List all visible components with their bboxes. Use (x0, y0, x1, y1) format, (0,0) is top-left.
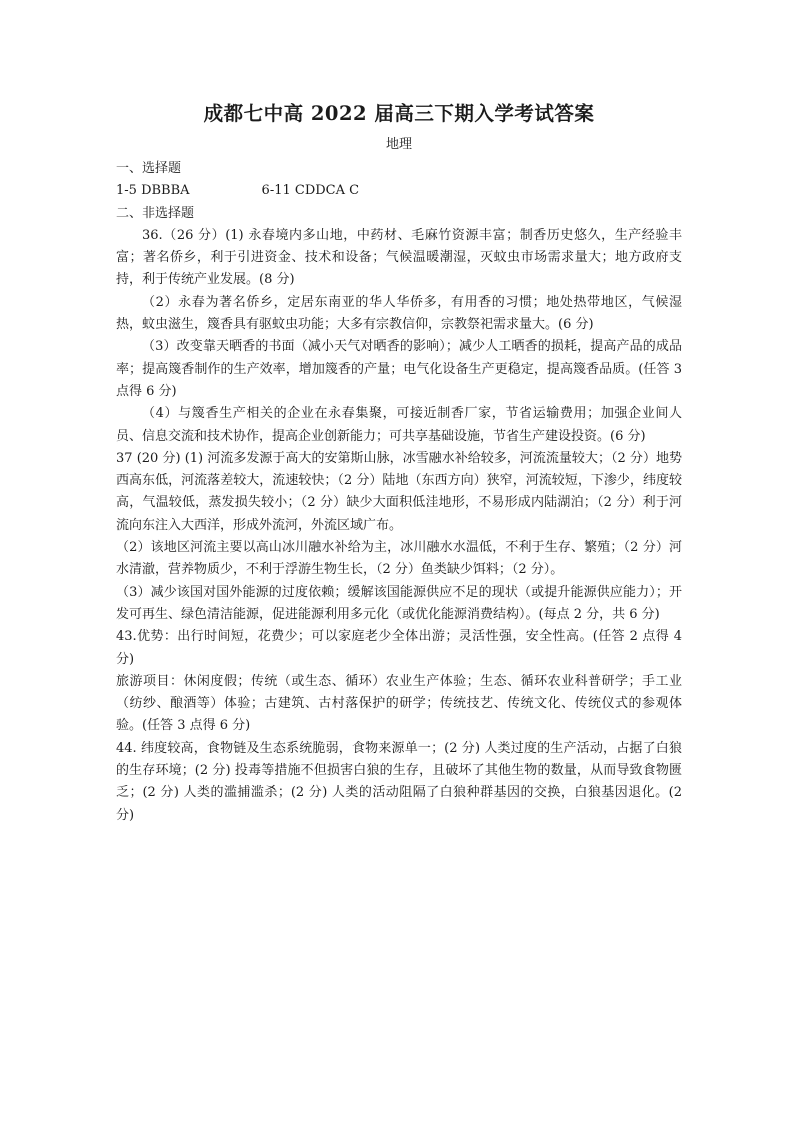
subject-heading: 地理 (385, 137, 412, 152)
q37-part3: （3）减少该国对国外能源的过度依赖；缓解该国能源供应不足的现状（或提升能源供应能力）；开发可再生、绿色清洁能源，促进能源利用多元化（或优化能源消费结构）。(每点 2 分，共 6 分) (116, 584, 682, 622)
q43-advantages: 43.优势：出行时间短，花费少；可以家庭老少全体出游；灵活性强，安全性高。(任答 2 点得 4 分) (116, 629, 682, 667)
q37-part1: 37 (20 分) (1) 河流多发源于高大的安第斯山脉，冰雪融水补给较多，河流流量较大；（2 分）地势西高东低，河流落差较大，流速较快；（2 分）陆地（东西方向）狭窄，河流较短，下渗少，纬度较高，气温较低，蒸发损失较小；（2 分）缺少大面积低洼地形，不易形成内陆湖泊；（2 分）利于河流向东注入大西洋，形成外流河，外流区域广布。 (116, 450, 682, 533)
choice-answers (116, 180, 682, 202)
q44-answer: 44. 纬度较高，食物链及生态系统脆弱，食物来源单一；(2 分) 人类过度的生产活动，占据了白狼的生存环境；(2 分) 投毒等措施不但损害白狼的生存，且破坏了其他生物的数量，从而导致食物匮乏；(2 分) 人类的滥捕滥杀；(2 分) 人类的活动阻隔了白狼种群基因的交换，白狼基因退化。(2 分) (116, 740, 682, 823)
answer-document (116, 100, 682, 827)
q43-projects: 旅游项目：休闲度假；传统（或生态、循环）农业生产体验；生态、循环农业科普研学；手工业（纺纱、酿酒等）体验；古建筑、古村落保护的研学；传统技艺、传统文化、传统仪式的参观体验。(任答 3 点得 6 分) (116, 673, 682, 734)
q36-part3: （3）改变靠天晒香的书面（减小天气对晒香的影响）；减少人工晒香的损耗，提高产品的成品率；提高篾香制作的生产效率，增加篾香的产量；电气化设备生产更稳定，提高篾香品质。(任答 3 点得 6 分) (116, 339, 682, 399)
q37-part2: （2）该地区河流主要以高山冰川融水补给为主，冰川融水水温低，不利于生存、繁殖；（2 分）河水清澈，营养物质少，不利于浮游生物生长，（2 分）鱼类缺少饵料；（2 分）。 (116, 540, 682, 578)
choice-answers-6-11: 6-11 CDDCA C (261, 183, 360, 199)
choice-answers-1-5: 1-5 DBBBA (116, 183, 190, 199)
section-heading-choice: 一、选择题 (116, 161, 182, 176)
q36-part2: （2）永春为著名侨乡，定居东南亚的华人华侨多，有用香的习惯；地处热带地区，气候湿热，蚊虫滋生，篾香具有驱蚊虫功能；大多有宗教信仰，宗教祭祀需求量大。(6 分) (116, 294, 682, 333)
document-title: 成都七中高 2022 届高三下期入学考试答案 (203, 102, 595, 125)
q36-part1: 36.（26 分）(1) 永春境内多山地，中药材、毛麻竹资源丰富；制香历史悠久，生产经验丰富；著名侨乡，利于引进资金、技术和设备；气候温暖潮湿，灭蚊虫市场需求量大；地方政府支持，利于传统产业发展。(8 分) (116, 227, 682, 288)
q36-part4: （4）与篾香生产相关的企业在永春集聚，可接近制香厂家，节省运输费用；加强企业间人员、信息交流和技术协作，提高企业创新能力；可共享基础设施，节省生产建设投资。(6 分) (116, 406, 682, 444)
section-heading-nonchoice: 二、非选择题 (116, 205, 195, 221)
